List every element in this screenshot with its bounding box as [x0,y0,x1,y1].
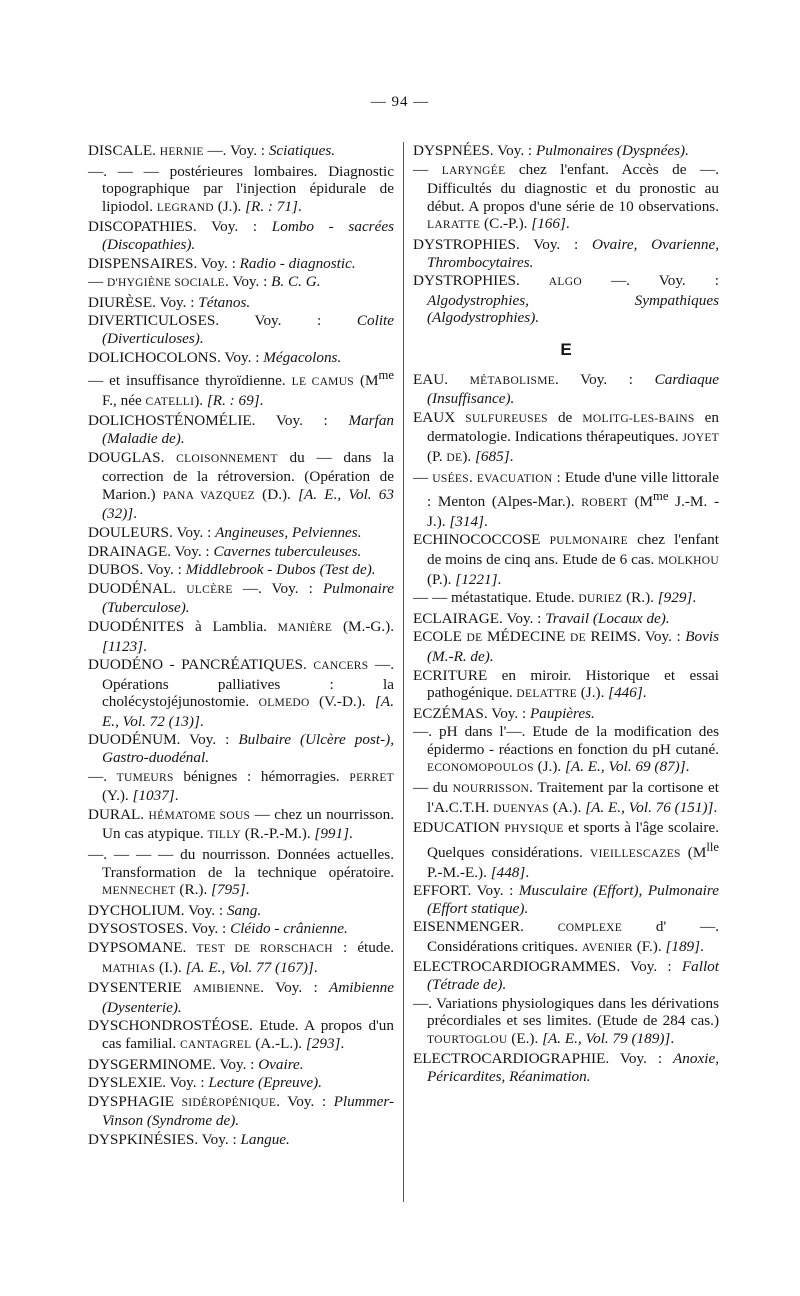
index-entry: DIVERTICULOSES. Voy. : Colite (Diverticuloses). [88,312,394,347]
left-column [88,142,394,1150]
index-entry: DURAL. HÉMATOME SOUS — chez un nourrisson. Un cas atypique. TILLY (R.-P.-M.). [991]. [88,805,394,843]
index-entry: DUODÉNAL. ULCÈRE —. Voy. : Pulmonaire (Tuberculose). [88,579,394,617]
index-entry: DYSPNÉES. Voy. : Pulmonaires (Dyspnées). [413,142,689,159]
index-entry: — D'HYGIÈNE SOCIALE. Voy. : B. C. G. [88,273,321,291]
index-entry: — LARYNGÉE chez l'enfant. Accès de —. Difficultés du diagnostic et du pronostic au début. A propos d'une série de 10 observations. LARATTE (C.-P.). [166]. [413,160,719,233]
index-entry: ECHINOCOCCOSE PULMONAIRE chez l'enfant de moins de cinq ans. Etude de 6 cas. MOLKHOU (P.). [1221]. [413,531,719,588]
index-entry: ECOLE DE MÉDECINE DE REIMS. Voy. : Bovis (M.-R. de). [413,628,719,665]
index-entry: DISCOPATHIES. Voy. : Lombo - sacrées (Discopathies). [88,218,394,253]
index-entry: EFFORT. Voy. : Musculaire (Effort), Pulmonaire (Effort statique). [413,882,719,917]
right-column [413,142,719,1087]
section-letter: E [560,339,572,359]
index-entry: EAUX SULFUREUSES de MOLITG-LES-BAINS en dermatologie. Indications thérapeutiques. JOYET (P. DE). [685]. [413,408,719,465]
index-entry: — du NOURRISSON. Traitement par la cortisone et l'A.C.T.H. DUENYAS (A.). [A. E., Vol. 76 (151)]. [413,779,719,816]
index-entry: DOUGLAS. CLOISONNEMENT du — dans la correction de la rétroversion. (Opération de Marion.) PANA VAZQUEZ (D.). [A. E., Vol. 63 (32)]. [88,448,394,523]
index-entry: DOLICHOCOLONS. Voy. : Mégacolons. [88,348,342,366]
index-entry: DYSCHONDROSTÉOSE. Etude. A propos d'un cas familial. CANTAGREL (A.-L.). [293]. [88,1017,394,1052]
index-entry: — USÉES. EVACUATION : Etude d'une ville littorale : Menton (Alpes-Mar.). ROBERT ($M^{me}$ J.-M. - J.). [314]. [413,468,720,530]
index-entry: DOULEURS. Voy. : Angineuses, Pelviennes. [88,523,362,541]
index-entry: ECZÉMAS. Voy. : Paupières. [413,704,595,722]
index-entry: DYSPKINÉSIES. Voy. : Langue. [88,1130,290,1148]
index-entry: DYSGERMINOME. Voy. : Ovaire. [88,1055,304,1073]
index-entry: EDUCATION PHYSIQUE et sports à l'âge scolaire. Quelques considérations. VIEILLESCAZES ($M^{lle}$ P.-M.-E.). [448]. [413,819,720,881]
index-entry: ECLAIRAGE. Voy. : Travail (Locaux de). [413,609,670,627]
index-entry: DYSOSTOSES. Voy. : Cléido - crânienne. [88,920,348,938]
index-entry: —. Variations physiologiques dans les dérivations précordiales et ses limites. (Etude de 284 cas.) TOURTOGLOU (E.). [A. E., Vol. 79 (189)]. [413,994,719,1047]
index-entry: —. pH dans l'—. Etude de la modification des épidermo - réactions en fonction du pH cutané. ECONOMOPOULOS (J.). [A. E., Vol. 69 (87)]. [413,723,719,776]
right-column-top [413,142,719,327]
index-entry: DYPSOMANE. TEST DE RORSCHACH : étude. MATHIAS (I.). [A. E., Vol. 77 (167)]. [88,939,394,976]
column-divider [403,142,404,1202]
index-entry: —. — — postérieures lombaires. Diagnostic topographique par l'injection épidurale de lipiodol. LEGRAND (J.). [R. : 71]. [88,162,394,215]
index-entry: DYSTROPHIES. ALGO —. Voy. : Algodystrophies, Sympathiques (Algodystrophies). [413,272,719,327]
index-entry: DYCHOLIUM. Voy. : Sang. [88,901,262,919]
index-entry: — et insuffisance thyroïdienne. LE CAMUS ($M^{me}$ F., née CATELLI). [R. : 69]. [88,368,394,409]
index-entry: DRAINAGE. Voy. : Cavernes tuberculeuses. [88,542,362,560]
index-entry: DUODÉNUM. Voy. : Bulbaire (Ulcère post-), Gastro-duodénal. [88,731,394,767]
index-entry: DYSENTERIE AMIBIENNE. Voy. : Amibienne (Dysenterie). [88,979,394,1016]
index-entry: EAU. MÉTABOLISME. Voy. : Cardiaque (Insuffisance). [413,370,719,408]
index-entry: DISCALE. HERNIE —. Voy. : Sciatiques. [88,142,336,159]
index-entry: ELECTROCARDIOGRAMMES. Voy. : Fallot (Tétrade de). [413,958,719,994]
index-entry: DUODÉNO - PANCRÉATIQUES. CANCERS —. Opérations palliatives : la cholécystojéjunostomie. OLMEDO (V.-D.). [A. E., Vol. 72 (13)]. [88,656,394,730]
index-entry: —. TUMEURS bénignes : hémorragies. PERRET (Y.). [1037]. [88,767,394,805]
right-column-bottom [413,371,719,1086]
index-entry: ELECTROCARDIOGRAPHIE. Voy. : Anoxie, Péricardites, Réanimation. [413,1050,719,1086]
index-entry: ECRITURE en miroir. Historique et essai pathogénique. DELATTRE (J.). [446]. [413,666,719,702]
page-number: — 94 — [370,94,430,110]
index-entry: DYSTROPHIES. Voy. : Ovaire, Ovarienne, Thrombocytaires. [413,235,720,271]
index-entry: DYSPHAGIE SIDÉROPÉNIQUE. Voy. : Plummer-Vinson (Syndrome de). [88,1092,395,1130]
index-entry: DIURÈSE. Voy. : Tétanos. [88,293,251,311]
index-entry: DUODÉNITES à Lamblia. MANIÈRE (M.-G.). [1123]. [88,617,394,655]
index-entry: EISENMENGER. COMPLEXE d' —. Considérations critiques. AVENIER (F.). [189]. [413,918,719,955]
index-entry: DISPENSAIRES. Voy. : Radio - diagnostic. [88,254,356,272]
index-entry: DUBOS. Voy. : Middlebrook - Dubos (Test de). [88,561,376,579]
index-entry: DYSLEXIE. Voy. : Lecture (Epreuve). [88,1074,322,1092]
index-entry: — — métastatique. Etude. DURIEZ (R.). [929]. [413,589,697,607]
index-entry: DOLICHOSTÉNOMÉLIE. Voy. : Marfan (Maladie de). [88,412,394,447]
index-entry: —. — — — du nourrisson. Données actuelles. Transformation de la technique opératoire. MENNECHET (R.). [795]. [88,846,394,899]
